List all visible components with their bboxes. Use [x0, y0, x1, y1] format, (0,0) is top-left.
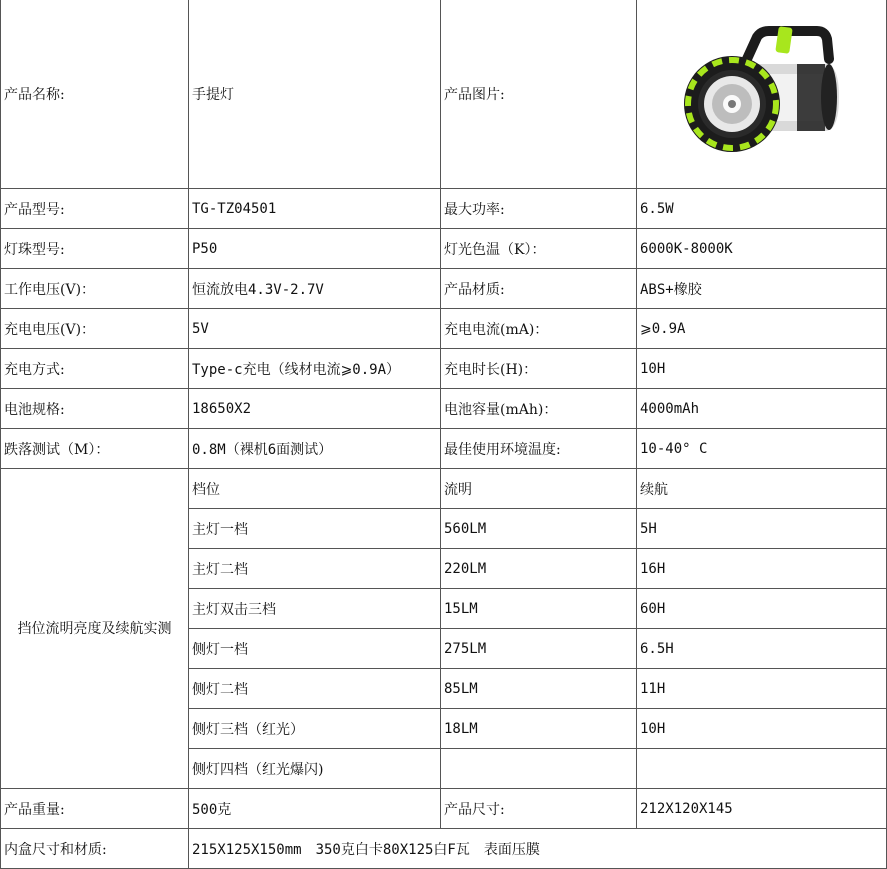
modes-section-label: 挡位流明亮度及续航实测	[1, 469, 189, 789]
product-name-label: 产品名称:	[1, 0, 189, 189]
spec-row	[1, 269, 887, 309]
spec-row	[1, 349, 887, 389]
mode-name: 侧灯一档	[189, 629, 441, 669]
mode-lumen: 560LM	[441, 509, 637, 549]
led-model-value: P50	[189, 229, 441, 269]
header-row	[1, 0, 887, 189]
size-value: 212X120X145	[637, 789, 887, 829]
mode-name: 侧灯四档（红光爆闪)	[189, 749, 441, 789]
charge-voltage-value: 5V	[189, 309, 441, 349]
mode-runtime: 6.5H	[637, 629, 887, 669]
runtime-column-header: 续航	[637, 469, 887, 509]
inner-box-value: 215X125X150mm 350克白卡80X125白F瓦 表面压膜	[189, 829, 887, 869]
drop-test-value: 0.8M（裸机6面测试）	[189, 429, 441, 469]
led-model-label: 灯珠型号:	[1, 229, 189, 269]
color-temp-label: 灯光色温（K）：	[441, 229, 637, 269]
working-voltage-label: 工作电压(V)：	[1, 269, 189, 309]
mode-lumen: 15LM	[441, 589, 637, 629]
battery-spec-value: 18650X2	[189, 389, 441, 429]
mode-name: 主灯一档	[189, 509, 441, 549]
charge-time-label: 充电时长(H)：	[441, 349, 637, 389]
material-value: ABS+橡胶	[637, 269, 887, 309]
mode-name: 主灯双击三档	[189, 589, 441, 629]
spec-row	[1, 389, 887, 429]
temperature-label: 最佳使用环境温度:	[441, 429, 637, 469]
mode-runtime: 11H	[637, 669, 887, 709]
mode-lumen	[441, 749, 637, 789]
mode-runtime: 10H	[637, 709, 887, 749]
mode-lumen: 85LM	[441, 669, 637, 709]
lumen-column-header: 流明	[441, 469, 637, 509]
spec-row	[1, 789, 887, 829]
charge-current-value: ⩾0.9A	[637, 309, 887, 349]
mode-runtime	[637, 749, 887, 789]
battery-capacity-label: 电池容量(mAh)：	[441, 389, 637, 429]
size-label: 产品尺寸:	[441, 789, 637, 829]
drop-test-label: 跌落测试（M）：	[1, 429, 189, 469]
max-power-value: 6.5W	[637, 189, 887, 229]
weight-value: 500克	[189, 789, 441, 829]
mode-name: 侧灯二档	[189, 669, 441, 709]
charge-voltage-label: 充电电压(V)：	[1, 309, 189, 349]
mode-column-header: 档位	[189, 469, 441, 509]
mode-runtime: 60H	[637, 589, 887, 629]
color-temp-value: 6000K-8000K	[637, 229, 887, 269]
model-label: 产品型号:	[1, 189, 189, 229]
material-label: 产品材质:	[441, 269, 637, 309]
spec-row	[1, 229, 887, 269]
product-image-cell	[637, 0, 887, 189]
product-image-label: 产品图片:	[441, 0, 637, 189]
charge-current-label: 充电电流(mA)：	[441, 309, 637, 349]
mode-lumen: 275LM	[441, 629, 637, 669]
working-voltage-value: 恒流放电4.3V-2.7V	[189, 269, 441, 309]
charge-method-label: 充电方式:	[1, 349, 189, 389]
modes-header-row	[1, 469, 887, 509]
spec-row	[1, 189, 887, 229]
mode-runtime: 16H	[637, 549, 887, 589]
spec-row	[1, 309, 887, 349]
battery-capacity-value: 4000mAh	[637, 389, 887, 429]
mode-name: 主灯二档	[189, 549, 441, 589]
charge-method-value: Type-c充电（线材电流⩾0.9A）	[189, 349, 441, 389]
model-value: TG-TZ04501	[189, 189, 441, 229]
mode-lumen: 220LM	[441, 549, 637, 589]
inner-box-label: 内盒尺寸和材质:	[1, 829, 189, 869]
mode-name: 侧灯三档（红光）	[189, 709, 441, 749]
mode-runtime: 5H	[637, 509, 887, 549]
lantern-product-image	[677, 19, 847, 169]
weight-label: 产品重量:	[1, 789, 189, 829]
battery-spec-label: 电池规格:	[1, 389, 189, 429]
spec-row	[1, 429, 887, 469]
max-power-label: 最大功率:	[441, 189, 637, 229]
product-name-value: 手提灯	[189, 0, 441, 189]
charge-time-value: 10H	[637, 349, 887, 389]
temperature-value: 10-40° C	[637, 429, 887, 469]
mode-lumen: 18LM	[441, 709, 637, 749]
